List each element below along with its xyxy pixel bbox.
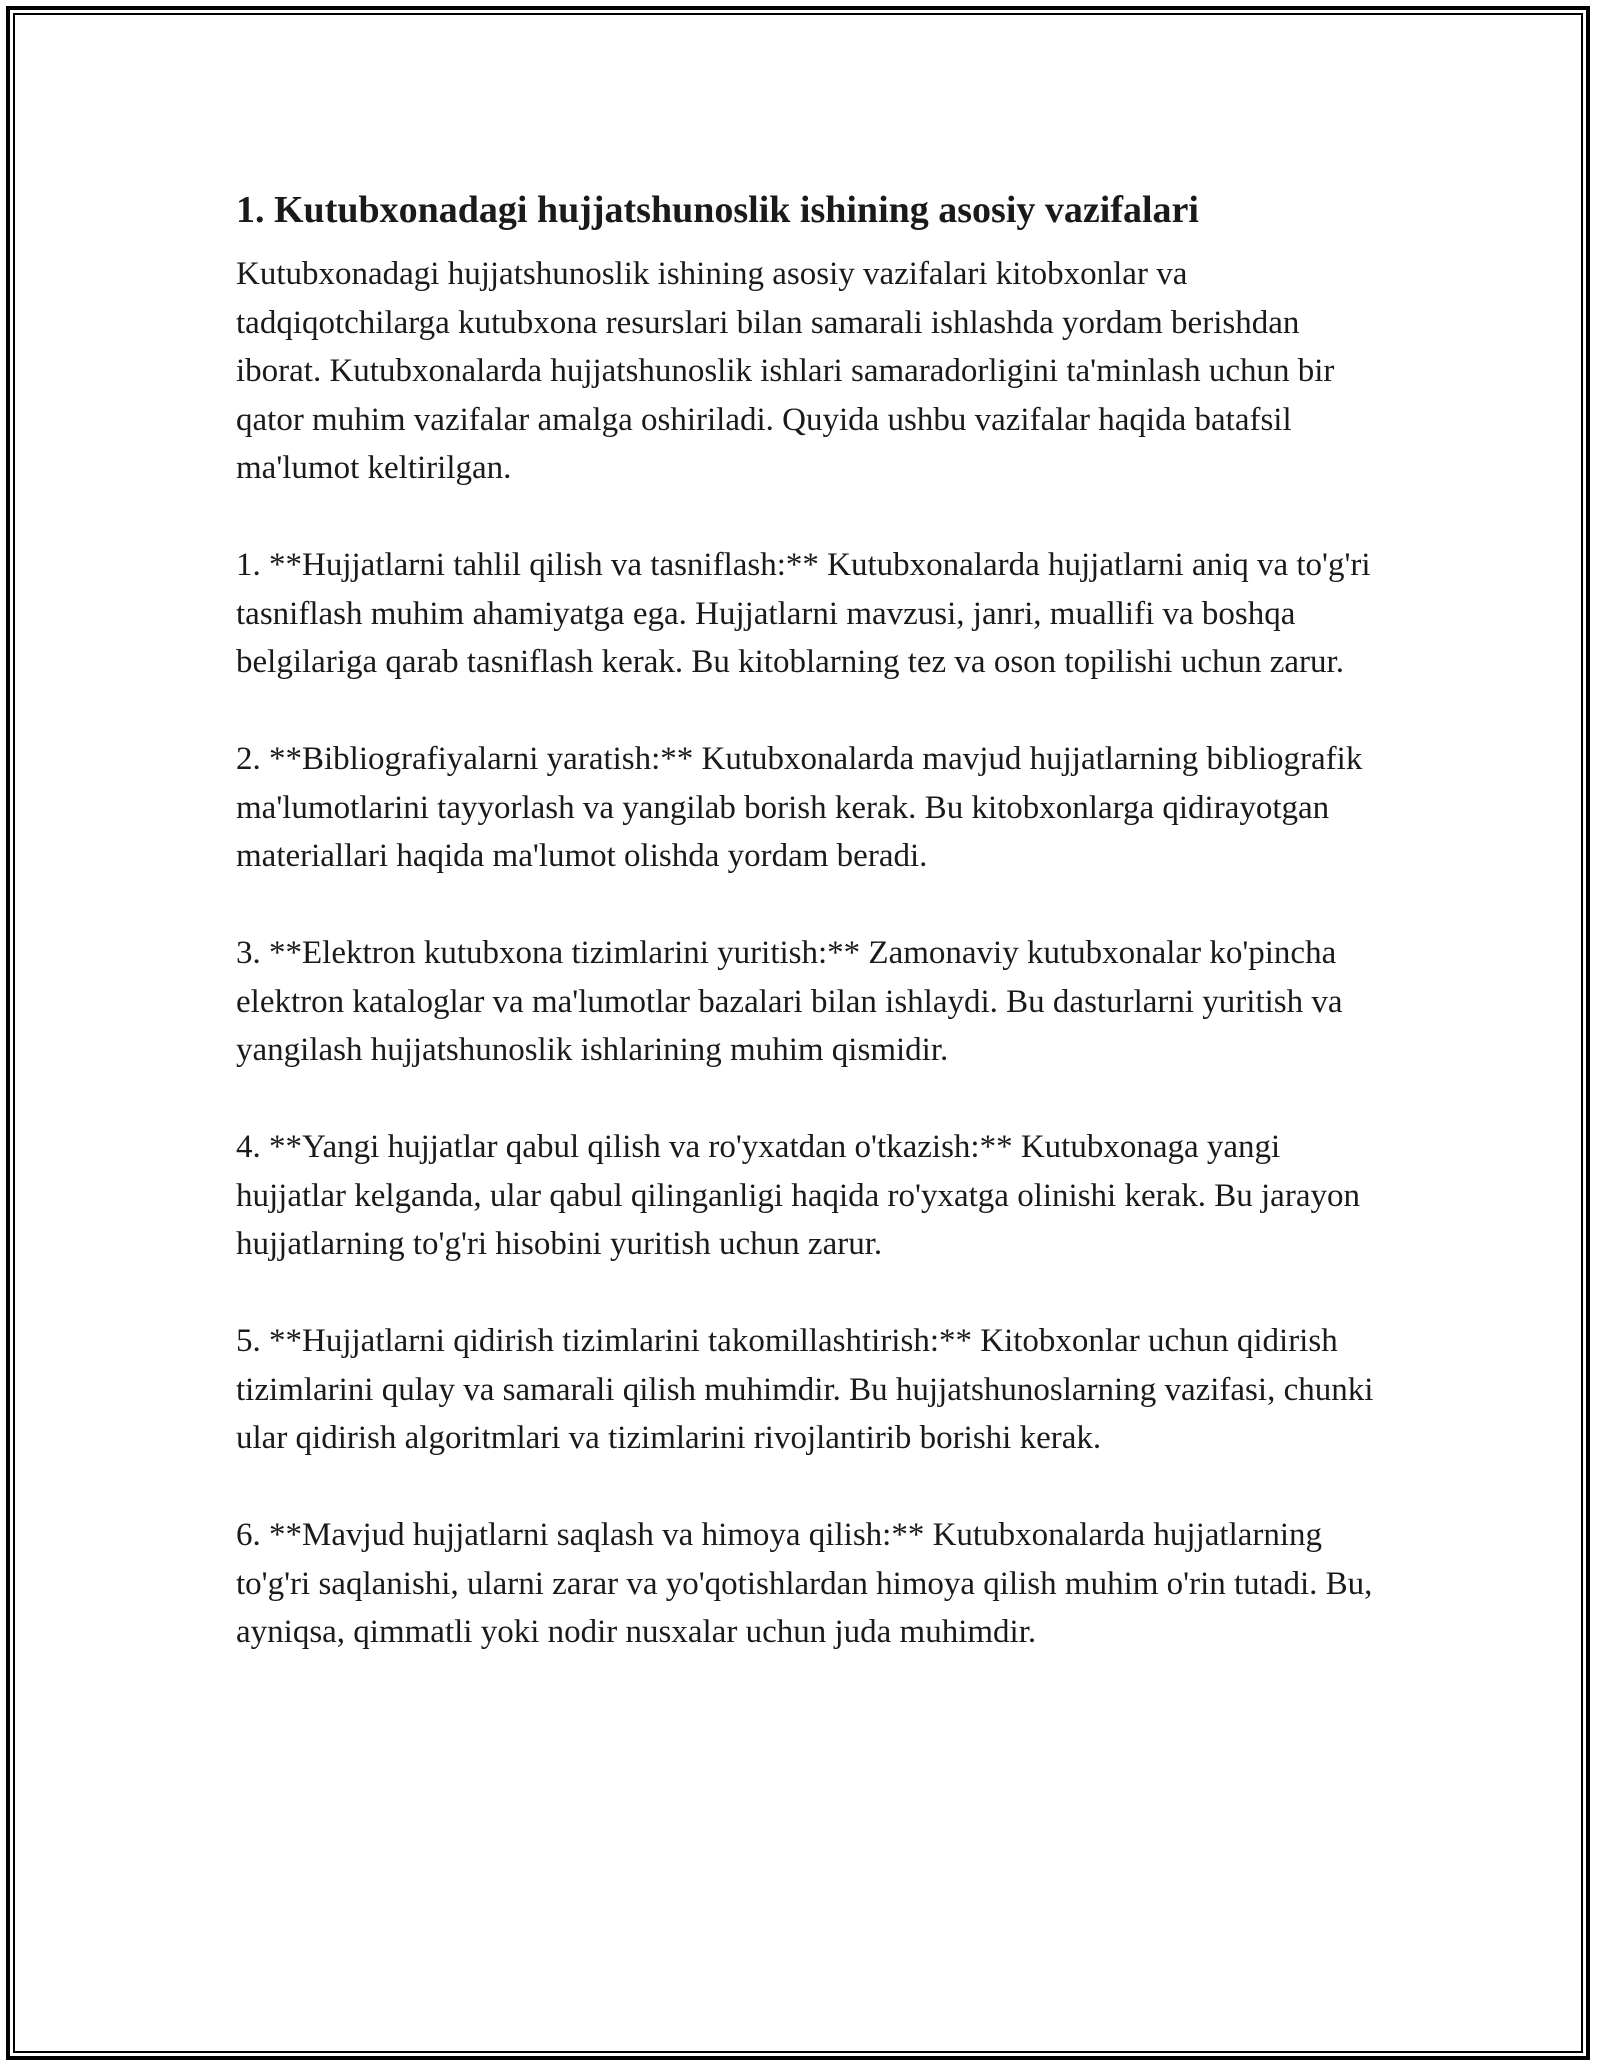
document-body xyxy=(236,186,1376,1705)
list-item: 1. **Hujjatlarni tahlil qilish va tasniflash:** Kutubxonalarda hujjatlarni aniq va to'g'ri tasniflash muhim ahamiyatga ega. Hujjatlarni mavzusi, janri, muallifi va boshqa belgilariga qarab tasniflash kerak. Bu kitoblarning tez va oson topilishi uchun zarur. xyxy=(236,547,1371,680)
list-item: 3. **Elektron kutubxona tizimlarini yuritish:** Zamonaviy kutubxonalar ko'pincha elektron kataloglar va ma'lumotlar bazalari bilan ishlaydi. Bu dasturlarni yuritish va yangilash hujjatshunoslik ishlarining muhim qismidir. xyxy=(236,935,1343,1068)
intro-paragraph: Kutubxonadagi hujjatshunoslik ishining asosiy vazifalari kitobxonlar va tadqiqotchilarga kutubxona resurslari bilan samarali ishlashda yordam berishdan iborat. Kutubxonalarda hujjatshunoslik ishlari samaradorligini ta'minlash uchun bir qator muhim vazifalar amalga oshiriladi. Quyida ushbu vazifalar haqida batafsil ma'lumot keltirilgan. xyxy=(236,256,1335,486)
list-item: 6. **Mavjud hujjatlarni saqlash va himoya qilish:** Kutubxonalarda hujjatlarning to'g'ri saqlanishi, ularni zarar va yo'qotishlardan himoya qilish muhim o'rin tutadi. Bu, ayniqsa, qimmatli yoki nodir nusxalar uchun juda muhimdir. xyxy=(236,1517,1373,1650)
list-item: 5. **Hujjatlarni qidirish tizimlarini takomillashtirish:** Kitobxonlar uchun qidirish tizimlarini qulay va samarali qilish muhimdir. Bu hujjatshunoslarning vazifasi, chunki ular qidirish algoritmlari va tizimlarini rivojlantirib borishi kerak. xyxy=(236,1323,1374,1456)
list-item: 2. **Bibliografiyalarni yaratish:** Kutubxonalarda mavjud hujjatlarning bibliografik ma'lumotlarini tayyorlash va yangilab borish kerak. Bu kitobxonlarga qidirayotgan materiallari haqida ma'lumot olishda yordam beradi. xyxy=(236,741,1363,874)
list-item: 4. **Yangi hujjatlar qabul qilish va ro'yxatdan o'tkazish:** Kutubxonaga yangi hujjatlar kelganda, ular qabul qilinganligi haqida ro'yxatga olinishi kerak. Bu jarayon hujjatlarning to'g'ri hisobini yuritish uchun zarur. xyxy=(236,1129,1360,1262)
document-title: 1. Kutubxonadagi hujjatshunoslik ishining asosiy vazifalari xyxy=(236,189,1199,231)
